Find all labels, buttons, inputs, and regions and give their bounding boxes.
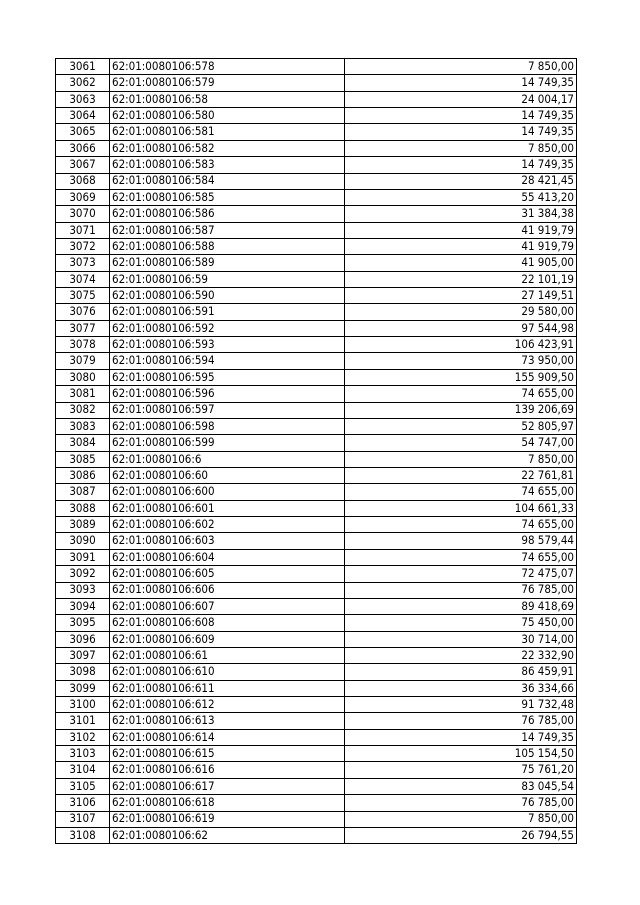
cadastral-number-cell: 62:01:0080106:590 xyxy=(110,288,345,304)
row-number-cell: 3100 xyxy=(56,697,110,713)
table-row xyxy=(56,827,577,843)
cadastral-value-cell: 74 655,00 xyxy=(345,549,577,565)
row-number-cell: 3070 xyxy=(56,206,110,222)
cadastral-number-cell: 62:01:0080106:589 xyxy=(110,255,345,271)
cadastral-value-cell: 22 101,19 xyxy=(345,271,577,287)
cadastral-number-cell: 62:01:0080106:613 xyxy=(110,713,345,729)
table-row xyxy=(56,549,577,565)
cadastral-number-cell: 62:01:0080106:62 xyxy=(110,827,345,843)
table-row xyxy=(56,729,577,745)
cadastral-number-cell: 62:01:0080106:619 xyxy=(110,811,345,827)
row-number-cell: 3069 xyxy=(56,189,110,205)
row-number-cell: 3094 xyxy=(56,598,110,614)
cadastral-number-cell: 62:01:0080106:609 xyxy=(110,631,345,647)
cadastral-value-cell: 24 004,17 xyxy=(345,91,577,107)
row-number-cell: 3104 xyxy=(56,762,110,778)
row-number-cell: 3107 xyxy=(56,811,110,827)
cadastral-number-cell: 62:01:0080106:60 xyxy=(110,467,345,483)
cadastral-number-cell: 62:01:0080106:583 xyxy=(110,157,345,173)
cadastral-number-cell: 62:01:0080106:61 xyxy=(110,647,345,663)
cadastral-value-cell: 30 714,00 xyxy=(345,631,577,647)
cadastral-value-cell: 86 459,91 xyxy=(345,664,577,680)
row-number-cell: 3108 xyxy=(56,827,110,843)
table-row xyxy=(56,533,577,549)
cadastral-number-cell: 62:01:0080106:6 xyxy=(110,451,345,467)
cadastral-value-cell: 7 850,00 xyxy=(345,59,577,75)
row-number-cell: 3089 xyxy=(56,517,110,533)
cadastral-value-cell: 72 475,07 xyxy=(345,566,577,582)
cadastral-value-cell: 55 413,20 xyxy=(345,189,577,205)
cadastral-number-cell: 62:01:0080106:597 xyxy=(110,402,345,418)
cadastral-value-cell: 7 850,00 xyxy=(345,451,577,467)
cadastral-number-cell: 62:01:0080106:617 xyxy=(110,778,345,794)
row-number-cell: 3065 xyxy=(56,124,110,140)
row-number-cell: 3086 xyxy=(56,467,110,483)
cadastral-value-cell: 89 418,69 xyxy=(345,598,577,614)
row-number-cell: 3098 xyxy=(56,664,110,680)
row-number-cell: 3064 xyxy=(56,108,110,124)
cadastral-value-cell: 73 950,00 xyxy=(345,353,577,369)
row-number-cell: 3103 xyxy=(56,746,110,762)
cadastral-number-cell: 62:01:0080106:592 xyxy=(110,320,345,336)
table-row xyxy=(56,124,577,140)
row-number-cell: 3091 xyxy=(56,549,110,565)
cadastral-value-cell: 52 805,97 xyxy=(345,418,577,434)
cadastral-number-cell: 62:01:0080106:593 xyxy=(110,337,345,353)
cadastral-number-cell: 62:01:0080106:612 xyxy=(110,697,345,713)
table-row xyxy=(56,713,577,729)
cadastral-value-cell: 83 045,54 xyxy=(345,778,577,794)
table-row xyxy=(56,598,577,614)
cadastral-value-cell: 7 850,00 xyxy=(345,811,577,827)
table-row xyxy=(56,484,577,500)
row-number-cell: 3102 xyxy=(56,729,110,745)
table-row xyxy=(56,582,577,598)
cadastral-number-cell: 62:01:0080106:585 xyxy=(110,189,345,205)
cadastral-number-cell: 62:01:0080106:580 xyxy=(110,108,345,124)
row-number-cell: 3074 xyxy=(56,271,110,287)
table-row xyxy=(56,435,577,451)
row-number-cell: 3075 xyxy=(56,288,110,304)
cadastral-value-cell: 22 332,90 xyxy=(345,647,577,663)
table-row xyxy=(56,59,577,75)
table-row xyxy=(56,647,577,663)
cadastral-number-cell: 62:01:0080106:587 xyxy=(110,222,345,238)
cadastral-value-cell: 74 655,00 xyxy=(345,484,577,500)
cadastral-value-cell: 106 423,91 xyxy=(345,337,577,353)
row-number-cell: 3067 xyxy=(56,157,110,173)
table-row xyxy=(56,746,577,762)
table-row xyxy=(56,517,577,533)
cadastral-value-cell: 74 655,00 xyxy=(345,386,577,402)
cadastral-value-cell: 27 149,51 xyxy=(345,288,577,304)
table-row xyxy=(56,778,577,794)
row-number-cell: 3081 xyxy=(56,386,110,402)
table-row xyxy=(56,108,577,124)
row-number-cell: 3106 xyxy=(56,795,110,811)
table-row xyxy=(56,615,577,631)
cadastral-value-cell: 75 761,20 xyxy=(345,762,577,778)
cadastral-number-cell: 62:01:0080106:586 xyxy=(110,206,345,222)
cadastral-value-cell: 91 732,48 xyxy=(345,697,577,713)
table-row xyxy=(56,222,577,238)
cadastral-value-cell: 41 905,00 xyxy=(345,255,577,271)
table-row xyxy=(56,337,577,353)
cadastral-number-cell: 62:01:0080106:582 xyxy=(110,140,345,156)
cadastral-number-cell: 62:01:0080106:604 xyxy=(110,549,345,565)
row-number-cell: 3101 xyxy=(56,713,110,729)
cadastral-number-cell: 62:01:0080106:578 xyxy=(110,59,345,75)
table-row xyxy=(56,386,577,402)
cadastral-value-cell: 74 655,00 xyxy=(345,517,577,533)
cadastral-number-cell: 62:01:0080106:581 xyxy=(110,124,345,140)
cadastral-value-cell: 14 749,35 xyxy=(345,729,577,745)
row-number-cell: 3105 xyxy=(56,778,110,794)
cadastral-number-cell: 62:01:0080106:608 xyxy=(110,615,345,631)
table-row xyxy=(56,369,577,385)
row-number-cell: 3077 xyxy=(56,320,110,336)
row-number-cell: 3084 xyxy=(56,435,110,451)
row-number-cell: 3071 xyxy=(56,222,110,238)
row-number-cell: 3066 xyxy=(56,140,110,156)
table-row xyxy=(56,500,577,516)
table-row xyxy=(56,811,577,827)
cadastral-value-cell: 26 794,55 xyxy=(345,827,577,843)
cadastral-value-cell: 54 747,00 xyxy=(345,435,577,451)
cadastral-number-cell: 62:01:0080106:579 xyxy=(110,75,345,91)
table-row xyxy=(56,304,577,320)
cadastral-value-cell: 97 544,98 xyxy=(345,320,577,336)
table-row xyxy=(56,795,577,811)
row-number-cell: 3080 xyxy=(56,369,110,385)
table-row xyxy=(56,418,577,434)
row-number-cell: 3095 xyxy=(56,615,110,631)
cadastral-value-cell: 14 749,35 xyxy=(345,157,577,173)
table-row xyxy=(56,680,577,696)
table-row xyxy=(56,75,577,91)
table-row xyxy=(56,353,577,369)
row-number-cell: 3062 xyxy=(56,75,110,91)
cadastral-value-cell: 29 580,00 xyxy=(345,304,577,320)
row-number-cell: 3083 xyxy=(56,418,110,434)
cadastral-value-cell: 36 334,66 xyxy=(345,680,577,696)
cadastral-number-cell: 62:01:0080106:610 xyxy=(110,664,345,680)
table-row xyxy=(56,140,577,156)
table-row xyxy=(56,91,577,107)
table-row xyxy=(56,206,577,222)
row-number-cell: 3090 xyxy=(56,533,110,549)
table-row xyxy=(56,402,577,418)
row-number-cell: 3063 xyxy=(56,91,110,107)
row-number-cell: 3076 xyxy=(56,304,110,320)
row-number-cell: 3099 xyxy=(56,680,110,696)
cadastral-value-cell: 76 785,00 xyxy=(345,713,577,729)
cadastral-number-cell: 62:01:0080106:596 xyxy=(110,386,345,402)
table-row xyxy=(56,255,577,271)
table-row xyxy=(56,320,577,336)
cadastral-number-cell: 62:01:0080106:591 xyxy=(110,304,345,320)
cadastral-number-cell: 62:01:0080106:603 xyxy=(110,533,345,549)
cadastral-number-cell: 62:01:0080106:605 xyxy=(110,566,345,582)
cadastral-number-cell: 62:01:0080106:606 xyxy=(110,582,345,598)
table-row xyxy=(56,467,577,483)
row-number-cell: 3078 xyxy=(56,337,110,353)
cadastral-number-cell: 62:01:0080106:601 xyxy=(110,500,345,516)
row-number-cell: 3072 xyxy=(56,238,110,254)
cadastral-value-table xyxy=(55,58,577,844)
cadastral-value-cell: 75 450,00 xyxy=(345,615,577,631)
cadastral-number-cell: 62:01:0080106:598 xyxy=(110,418,345,434)
table-row xyxy=(56,566,577,582)
cadastral-value-cell: 155 909,50 xyxy=(345,369,577,385)
cadastral-number-cell: 62:01:0080106:618 xyxy=(110,795,345,811)
cadastral-value-cell: 41 919,79 xyxy=(345,238,577,254)
table-row xyxy=(56,271,577,287)
cadastral-number-cell: 62:01:0080106:600 xyxy=(110,484,345,500)
table-row xyxy=(56,238,577,254)
table-row xyxy=(56,173,577,189)
cadastral-value-cell: 76 785,00 xyxy=(345,795,577,811)
cadastral-number-cell: 62:01:0080106:611 xyxy=(110,680,345,696)
cadastral-value-cell: 31 384,38 xyxy=(345,206,577,222)
cadastral-number-cell: 62:01:0080106:59 xyxy=(110,271,345,287)
cadastral-number-cell: 62:01:0080106:615 xyxy=(110,746,345,762)
cadastral-number-cell: 62:01:0080106:616 xyxy=(110,762,345,778)
row-number-cell: 3082 xyxy=(56,402,110,418)
cadastral-value-cell: 14 749,35 xyxy=(345,124,577,140)
table-row xyxy=(56,664,577,680)
cadastral-number-cell: 62:01:0080106:594 xyxy=(110,353,345,369)
cadastral-number-cell: 62:01:0080106:607 xyxy=(110,598,345,614)
cadastral-number-cell: 62:01:0080106:588 xyxy=(110,238,345,254)
row-number-cell: 3097 xyxy=(56,647,110,663)
cadastral-number-cell: 62:01:0080106:595 xyxy=(110,369,345,385)
cadastral-value-cell: 105 154,50 xyxy=(345,746,577,762)
cadastral-value-cell: 14 749,35 xyxy=(345,75,577,91)
cadastral-value-cell: 41 919,79 xyxy=(345,222,577,238)
cadastral-value-cell: 76 785,00 xyxy=(345,582,577,598)
cadastral-number-cell: 62:01:0080106:599 xyxy=(110,435,345,451)
row-number-cell: 3092 xyxy=(56,566,110,582)
table-row xyxy=(56,697,577,713)
cadastral-value-cell: 139 206,69 xyxy=(345,402,577,418)
table-row xyxy=(56,451,577,467)
cadastral-value-cell: 28 421,45 xyxy=(345,173,577,189)
row-number-cell: 3085 xyxy=(56,451,110,467)
cadastral-value-cell: 14 749,35 xyxy=(345,108,577,124)
cadastral-value-cell: 22 761,81 xyxy=(345,467,577,483)
table-body xyxy=(56,59,577,844)
row-number-cell: 3096 xyxy=(56,631,110,647)
cadastral-value-cell: 7 850,00 xyxy=(345,140,577,156)
cadastral-value-cell: 104 661,33 xyxy=(345,500,577,516)
row-number-cell: 3093 xyxy=(56,582,110,598)
row-number-cell: 3087 xyxy=(56,484,110,500)
table-row xyxy=(56,631,577,647)
table-row xyxy=(56,189,577,205)
row-number-cell: 3061 xyxy=(56,59,110,75)
row-number-cell: 3073 xyxy=(56,255,110,271)
cadastral-value-cell: 98 579,44 xyxy=(345,533,577,549)
table-row xyxy=(56,288,577,304)
cadastral-number-cell: 62:01:0080106:602 xyxy=(110,517,345,533)
table-row xyxy=(56,157,577,173)
cadastral-number-cell: 62:01:0080106:584 xyxy=(110,173,345,189)
table-row xyxy=(56,762,577,778)
row-number-cell: 3079 xyxy=(56,353,110,369)
row-number-cell: 3068 xyxy=(56,173,110,189)
cadastral-number-cell: 62:01:0080106:58 xyxy=(110,91,345,107)
cadastral-number-cell: 62:01:0080106:614 xyxy=(110,729,345,745)
row-number-cell: 3088 xyxy=(56,500,110,516)
